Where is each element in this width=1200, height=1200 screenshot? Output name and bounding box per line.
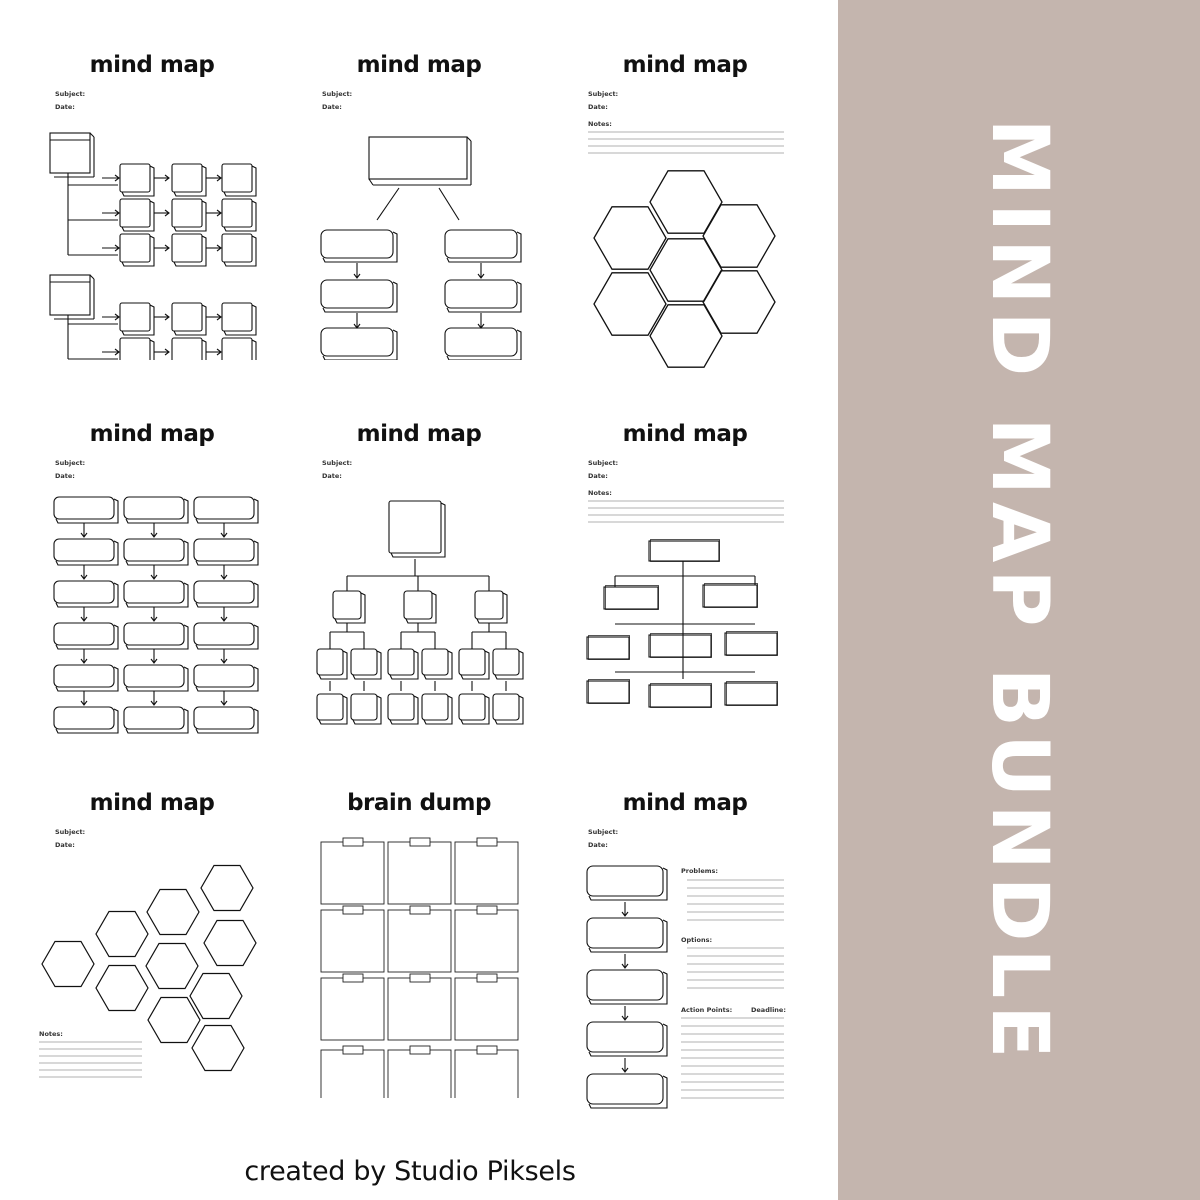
page-title: mind map [89, 52, 215, 78]
page-title: mind map [89, 790, 215, 816]
template-page-2 [289, 0, 549, 360]
template-page-4 [22, 369, 282, 729]
page-title: mind map [89, 421, 215, 447]
date-label: Date: [55, 103, 75, 111]
sticky-notes-grid [289, 738, 549, 1098]
deadline-label: Deadline: [751, 1006, 786, 1014]
page-title: mind map [622, 52, 748, 78]
page-title: mind map [622, 421, 748, 447]
template-page-5 [289, 369, 549, 729]
problems-label: Problems: [681, 867, 718, 875]
template-page-9 [555, 738, 815, 1098]
footer-credit: created by Studio Piksels [244, 1156, 576, 1187]
hexagon-cluster-diagram [555, 0, 815, 370]
date-label: Date: [588, 472, 608, 480]
page-title: mind map [622, 790, 748, 816]
subject-label: Subject: [322, 459, 353, 467]
notes-label: Notes: [588, 120, 612, 128]
subject-label: Subject: [55, 459, 86, 467]
subject-label: Subject: [588, 828, 619, 836]
subject-label: Subject: [55, 828, 86, 836]
date-label: Date: [322, 472, 342, 480]
date-label: Date: [588, 103, 608, 111]
template-page-6 [555, 369, 815, 729]
template-page-8 [289, 738, 549, 1098]
subject-label: Subject: [588, 90, 619, 98]
date-label: Date: [55, 841, 75, 849]
date-label: Date: [55, 472, 75, 480]
page-title: mind map [356, 421, 482, 447]
page-title: mind map [356, 52, 482, 78]
template-page-1 [22, 0, 282, 360]
problem-solving-flow [555, 738, 815, 1118]
page-title: brain dump [347, 790, 491, 816]
subject-label: Subject: [322, 90, 353, 98]
flow-grid-diagram [22, 0, 282, 360]
subject-label: Subject: [588, 459, 619, 467]
two-branch-diagram [289, 0, 549, 360]
subject-label: Subject: [55, 90, 86, 98]
scattered-hexagons-diagram [22, 738, 282, 1098]
template-page-7 [22, 738, 282, 1098]
options-label: Options: [681, 936, 713, 944]
action-points-label: Action Points: [681, 1006, 733, 1014]
three-column-flow-diagram [22, 369, 282, 749]
date-label: Date: [588, 841, 608, 849]
org-chart-diagram [555, 369, 815, 749]
bundle-title: MIND MAP BUNDLE [974, 118, 1064, 1066]
notes-label: Notes: [588, 489, 612, 497]
template-page-3 [555, 0, 815, 360]
tree-hierarchy-diagram [289, 369, 549, 749]
notes-label: Notes: [39, 1030, 63, 1038]
date-label: Date: [322, 103, 342, 111]
